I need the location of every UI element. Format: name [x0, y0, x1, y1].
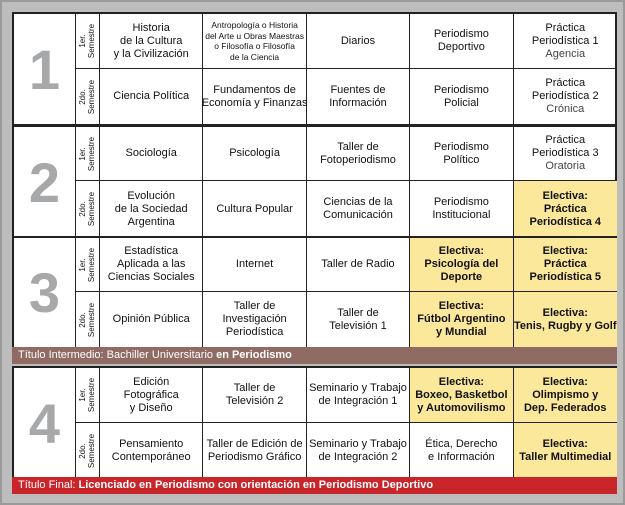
course-name-line: Institucional: [432, 209, 491, 221]
course-name-line: Práctica: [545, 134, 586, 146]
elective-course-cell: [514, 238, 617, 291]
course-name-line: Investigación: [222, 313, 287, 325]
course-name-line: Periodística 1: [531, 34, 599, 47]
course-cell: [100, 423, 203, 478]
semester-label: [76, 238, 100, 291]
course-name-line: Taller de Edición de: [206, 437, 303, 450]
semester-row: [76, 14, 617, 69]
course-name-line: Taller de: [233, 382, 276, 394]
course-name-line: Electiva:: [438, 245, 484, 257]
intermediate-title-bar: [12, 347, 617, 364]
course-cell: [307, 292, 410, 347]
final-title-emphasis: Licenciado en Periodismo con orientación en Periodismo Deportivo: [78, 479, 434, 491]
course-name-line: Psicología: [229, 147, 280, 159]
course-name-line: Antropología o Historia: [211, 20, 298, 30]
semester-label: [76, 69, 100, 124]
course-name-line: Economía y Finanzas: [201, 96, 308, 109]
intermediate-title-emphasis: en Periodismo: [216, 349, 292, 361]
course-cell: [307, 368, 410, 422]
course-cell: [203, 181, 306, 237]
course-cell: [307, 69, 410, 124]
final-title-label: Título Final:: [18, 479, 79, 491]
course-name-line: Deportivo: [437, 41, 485, 53]
course-name-line: Periodística: [225, 326, 284, 338]
course-cell: [203, 423, 306, 478]
course-name-line: y Automovilismo: [417, 401, 506, 414]
course-cell: [410, 127, 513, 180]
course-name-line: Periodismo: [433, 140, 489, 153]
course-name-line: Estadística: [124, 245, 179, 257]
course-cell: [100, 14, 203, 68]
course-cell: [514, 69, 617, 124]
course-name-line: Cultura Popular: [216, 202, 293, 215]
course-cell: [203, 292, 306, 347]
course-name-line: Deporte: [440, 271, 483, 283]
course-name-line: Taller de: [233, 300, 276, 312]
course-cell: [203, 368, 306, 422]
semester-label: [76, 423, 100, 478]
course-name-line: Fuentes de: [330, 83, 386, 96]
course-subtitle: Crónica: [546, 103, 585, 115]
course-name-line: Seminario y Trabajo: [309, 437, 407, 450]
course-name-line: del Arte u Obras Maestras: [205, 30, 304, 41]
course-name-line: e Información: [428, 450, 495, 463]
course-name-line: Periodismo: [433, 83, 489, 96]
year-block-4: [12, 366, 617, 480]
semester-label-text: 2do. Semestre: [78, 79, 97, 114]
course-name-line: de la Ciencia: [230, 51, 280, 62]
course-cell: [100, 181, 203, 237]
course-name-line: Fundamentos de: [213, 83, 296, 96]
course-name-line: Electiva:: [542, 375, 588, 388]
semester-label: [76, 292, 100, 347]
course-name-line: Seminario y Trabajo: [309, 382, 407, 394]
elective-course-cell: [514, 292, 617, 347]
course-name-line: Psicología del: [424, 258, 499, 270]
course-cell: [203, 69, 306, 124]
course-name-line: Televisión 1: [329, 319, 387, 332]
course-name-line: Ciencias de la: [323, 196, 393, 208]
semester-label: [76, 368, 100, 422]
elective-course-cell: [514, 423, 617, 478]
semester-label: [76, 181, 100, 237]
course-name-line: Sociología: [125, 147, 177, 159]
course-cell: [514, 127, 617, 180]
course-name-line: Político: [443, 153, 480, 166]
course-name-line: Taller de: [337, 140, 379, 153]
course-name-line: Periodística 3: [531, 147, 599, 159]
course-cell: [100, 127, 203, 180]
course-name-line: Práctica: [543, 258, 587, 270]
course-name-line: Dep. Federados: [523, 401, 607, 414]
semester-row: [76, 423, 617, 478]
course-name-line: Periodística 4: [529, 215, 602, 228]
course-name-line: de Integración 1: [318, 395, 398, 407]
course-cell: [100, 69, 203, 124]
course-name-line: Fotoperiodismo: [320, 153, 396, 166]
course-name-line: Comunicación: [323, 209, 393, 221]
year-number: 4: [14, 368, 76, 478]
elective-course-cell: [410, 292, 513, 347]
course-name-line: Ética, Derecho: [425, 437, 498, 450]
course-cell: [307, 14, 410, 68]
course-name-line: Práctica: [545, 21, 586, 34]
course-name-line: Electiva:: [542, 437, 588, 450]
course-name-line: Tenis, Rugby y Golf: [514, 319, 617, 332]
year-number: 3: [14, 238, 76, 347]
course-cell: [410, 69, 513, 124]
elective-course-cell: [410, 368, 513, 422]
course-cell: [100, 368, 203, 422]
semester-label-text: 2do. Semestre: [78, 191, 97, 227]
course-name-line: Electiva:: [542, 245, 588, 257]
course-name-line: Taller Multimedial: [519, 450, 612, 463]
semester-label-text: 1er. Semestre: [78, 136, 97, 171]
course-name-line: Argentina: [127, 215, 175, 228]
elective-course-cell: [514, 181, 617, 237]
course-name-line: Taller de Radio: [321, 258, 395, 270]
semester-row: [76, 127, 617, 181]
semester-label: [76, 127, 100, 180]
course-cell: [203, 127, 306, 180]
course-name-line: Práctica: [545, 77, 586, 89]
course-cell: [307, 238, 410, 291]
course-cell: [307, 127, 410, 180]
year-block-1: [12, 12, 617, 126]
course-name-line: Periodística 5: [529, 271, 602, 283]
course-name-line: Televisión 2: [225, 395, 284, 407]
course-name-line: Taller de: [337, 306, 379, 319]
year-number: 2: [14, 127, 76, 237]
course-cell: [203, 238, 306, 291]
course-cell: [307, 423, 410, 478]
course-name-line: Electiva:: [438, 300, 484, 312]
semester-row: [76, 181, 617, 237]
course-name-line: y Diseño: [129, 401, 173, 414]
course-name-line: Opinión Pública: [112, 313, 190, 325]
course-cell: [307, 181, 410, 237]
course-name-line: Electiva:: [542, 306, 588, 319]
course-subtitle: Oratoria: [545, 160, 586, 172]
course-name-line: Información: [329, 96, 387, 109]
course-cell: [100, 292, 203, 347]
elective-course-cell: [514, 368, 617, 422]
course-name-line: Electiva:: [542, 189, 588, 202]
course-name-line: Edición: [133, 375, 170, 388]
course-subtitle: Agencia: [545, 47, 586, 60]
course-name-line: Pensamiento: [119, 437, 184, 450]
course-name-line: Internet: [235, 258, 274, 270]
final-title-bar: [12, 477, 617, 494]
semester-label-text: 1er. Semestre: [78, 247, 97, 282]
course-name-line: Evolución: [127, 189, 176, 202]
course-name-line: Periodismo Gráfico: [207, 450, 302, 463]
semester-label-text: 2do. Semestre: [78, 433, 97, 468]
course-name-line: o Filosofía o Filosofía: [214, 41, 295, 51]
year-number: 1: [14, 14, 76, 124]
course-cell: [410, 14, 513, 68]
semester-label: [76, 14, 100, 68]
semester-row: [76, 292, 617, 347]
course-name-line: y Mundial: [436, 326, 487, 338]
course-name-line: Olimpismo y: [532, 388, 599, 401]
course-name-line: Fotográfica: [123, 388, 179, 401]
course-name-line: Diarios: [340, 34, 376, 47]
course-name-line: Ciencia Política: [113, 90, 190, 102]
course-cell: [203, 14, 306, 68]
course-name-line: Aplicada a las: [116, 258, 186, 270]
course-name-line: Boxeo, Basketbol: [415, 388, 508, 401]
course-name-line: Historia: [132, 21, 170, 34]
course-name-line: Práctica: [543, 202, 587, 215]
semester-row: [76, 368, 617, 423]
semester-label-text: 1er. Semestre: [78, 377, 97, 413]
course-name-line: Policial: [443, 96, 479, 109]
course-name-line: Contemporáneo: [111, 450, 191, 463]
year-block-2: [12, 125, 617, 239]
course-name-line: Electiva:: [438, 375, 484, 388]
course-name-line: de Integración 2: [318, 450, 398, 463]
course-cell: [410, 181, 513, 237]
intermediate-title-label: Título Intermedio: Bachiller Universitario: [18, 349, 217, 361]
semester-label-text: 1er. Semestre: [78, 23, 97, 59]
course-name-line: Fútbol Argentino: [417, 313, 506, 325]
course-name-line: y la Civilización: [113, 47, 189, 60]
course-name-line: de la Cultura: [120, 34, 183, 47]
course-name-line: Ciencias Sociales: [107, 271, 195, 283]
course-name-line: Periodismo: [433, 28, 489, 40]
course-cell: [100, 238, 203, 291]
semester-row: [76, 238, 617, 292]
course-name-line: Periodística 2: [531, 90, 599, 102]
elective-course-cell: [410, 238, 513, 291]
year-block-3: [12, 236, 617, 349]
semester-row: [76, 69, 617, 124]
semester-label-text: 2do. Semestre: [78, 302, 97, 337]
course-name-line: Periodismo: [433, 196, 489, 208]
course-name-line: de la Sociedad: [114, 202, 188, 215]
course-cell: [410, 423, 513, 478]
course-cell: [514, 14, 617, 68]
